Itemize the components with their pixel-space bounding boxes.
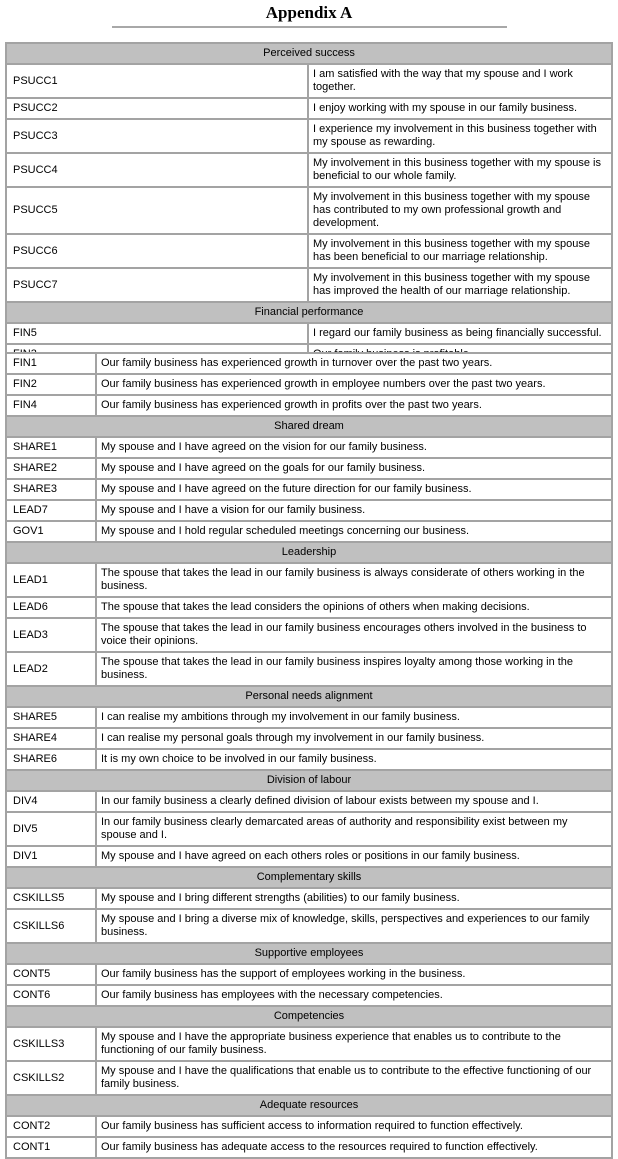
item-statement: My spouse and I have a vision for our family business.: [97, 499, 611, 520]
section-heading: Competencies: [7, 1005, 611, 1026]
table-row: [7, 790, 611, 811]
item-statement: My involvement in this business together with my spouse is beneficial to our whole family.: [309, 152, 611, 186]
table-row: [7, 963, 611, 984]
item-statement: My spouse and I hold regular scheduled meetings concerning our business.: [97, 520, 611, 541]
item-code: PSUCC7: [7, 267, 309, 301]
item-statement: Our family business has experienced growth in turnover over the past two years.: [97, 354, 611, 373]
table-row: [7, 562, 611, 596]
section-heading: Financial performance: [7, 301, 611, 322]
section-header-row: [7, 1094, 611, 1115]
section-header-row: [7, 301, 611, 322]
item-statement: The spouse that takes the lead in our family business encourages others involved in the business to voice their opinions.: [97, 617, 611, 651]
item-statement: My spouse and I have the qualifications that enable us to contribute to the effective functioning of our family business.: [97, 1060, 611, 1094]
section-heading: Personal needs alignment: [7, 685, 611, 706]
item-code: SHARE2: [7, 457, 97, 478]
item-code: PSUCC2: [7, 97, 309, 118]
section-header-row: [7, 942, 611, 963]
table-row: [7, 478, 611, 499]
item-code: CSKILLS3: [7, 1026, 97, 1060]
item-code: CSKILLS2: [7, 1060, 97, 1094]
table-row: [7, 233, 611, 267]
item-statement: I regard our family business as being financially successful.: [309, 322, 611, 343]
section-heading: Leadership: [7, 541, 611, 562]
table-row: [7, 152, 611, 186]
table-row: [7, 596, 611, 617]
item-statement: It is my own choice to be involved in our family business.: [97, 748, 611, 769]
item-statement: Our family business has the support of employees working in the business.: [97, 963, 611, 984]
item-statement: I am satisfied with the way that my spouse and I work together.: [309, 63, 611, 97]
section-heading: Perceived success: [7, 44, 611, 63]
table-row: [7, 457, 611, 478]
section-heading: Supportive employees: [7, 942, 611, 963]
item-statement: My spouse and I have the appropriate business experience that enables us to contribute to the functioning of our family business.: [97, 1026, 611, 1060]
item-statement: In our family business a clearly defined division of labour exists between my spouse and I.: [97, 790, 611, 811]
item-statement: Our family business has sufficient access to information required to function effectively.: [97, 1115, 611, 1136]
section-heading: Complementary skills: [7, 866, 611, 887]
item-code: GOV1: [7, 520, 97, 541]
item-statement: The spouse that takes the lead in our family business is always considerate of others working in the business.: [97, 562, 611, 596]
table-row: [7, 436, 611, 457]
item-code: PSUCC1: [7, 63, 309, 97]
item-code: PSUCC6: [7, 233, 309, 267]
table-row: [7, 811, 611, 845]
item-statement: I experience my involvement in this business together with my spouse as rewarding.: [309, 118, 611, 152]
section-heading: Shared dream: [7, 415, 611, 436]
section-heading: Division of labour: [7, 769, 611, 790]
item-code: DIV5: [7, 811, 97, 845]
item-statement: The spouse that takes the lead in our family business inspires loyalty among those working in the business.: [97, 651, 611, 685]
item-statement: Our family business has experienced growth in employee numbers over the past two years.: [97, 373, 611, 394]
table-row: [7, 617, 611, 651]
item-code: LEAD3: [7, 617, 97, 651]
table-row: [7, 1060, 611, 1094]
table-row: [7, 727, 611, 748]
item-code: SHARE4: [7, 727, 97, 748]
table-row: [7, 267, 611, 301]
item-code: SHARE6: [7, 748, 97, 769]
item-code: CONT2: [7, 1115, 97, 1136]
section-header-row: [7, 685, 611, 706]
item-code: LEAD1: [7, 562, 97, 596]
table-row: [7, 1136, 611, 1157]
item-code: CSKILLS6: [7, 908, 97, 942]
item-statement: I enjoy working with my spouse in our family business.: [309, 97, 611, 118]
item-statement: My spouse and I have agreed on the goals for our family business.: [97, 457, 611, 478]
table-row: [7, 97, 611, 118]
item-statement: Our family business has experienced growth in profits over the past two years.: [97, 394, 611, 415]
item-statement: My spouse and I have agreed on each others roles or positions in our family business.: [97, 845, 611, 866]
table-row: [7, 1026, 611, 1060]
section-header-row: [7, 1005, 611, 1026]
title-underline: [112, 26, 507, 28]
item-code: SHARE5: [7, 706, 97, 727]
page-title: Appendix A: [265, 3, 353, 22]
item-code: FIN5: [7, 322, 309, 343]
table-row: [7, 394, 611, 415]
item-statement: Our family business has adequate access to the resources required to function effectively.: [97, 1136, 611, 1157]
item-code: FIN2: [7, 373, 97, 394]
section-header-row: [7, 44, 611, 63]
table-row: [7, 63, 611, 97]
item-code: PSUCC3: [7, 118, 309, 152]
items-table-2: [5, 352, 613, 1159]
item-statement: My involvement in this business together with my spouse has been beneficial to our marriage relationship.: [309, 233, 611, 267]
item-code: FIN4: [7, 394, 97, 415]
section-header-row: [7, 769, 611, 790]
item-code: CONT1: [7, 1136, 97, 1157]
item-statement: My involvement in this business together with my spouse has improved the health of our marriage relationship.: [309, 267, 611, 301]
item-code: DIV4: [7, 790, 97, 811]
item-code: PSUCC5: [7, 186, 309, 233]
table-row: [7, 706, 611, 727]
item-statement: In our family business clearly demarcated areas of authority and responsibility exist between my spouse and I.: [97, 811, 611, 845]
item-code: SHARE1: [7, 436, 97, 457]
table-row: [7, 984, 611, 1005]
section-header-row: [7, 866, 611, 887]
item-code: LEAD2: [7, 651, 97, 685]
item-code: FIN1: [7, 354, 97, 373]
table-row: [7, 186, 611, 233]
section-heading: Adequate resources: [7, 1094, 611, 1115]
item-code: CONT5: [7, 963, 97, 984]
table-row: [7, 651, 611, 685]
item-code: LEAD6: [7, 596, 97, 617]
table-row: [7, 908, 611, 942]
section-header-row: [7, 415, 611, 436]
table-row: [7, 845, 611, 866]
item-statement: My spouse and I bring a diverse mix of knowledge, skills, perspectives and experiences to our family business.: [97, 908, 611, 942]
item-code: LEAD7: [7, 499, 97, 520]
item-code: CSKILLS5: [7, 887, 97, 908]
table-row: [7, 118, 611, 152]
table-row: [7, 1115, 611, 1136]
table-row: [7, 373, 611, 394]
item-statement: My spouse and I bring different strengths (abilities) to our family business.: [97, 887, 611, 908]
item-statement: The spouse that takes the lead considers the opinions of others when making decisions.: [97, 596, 611, 617]
item-statement: I can realise my ambitions through my involvement in our family business.: [97, 706, 611, 727]
item-code: CONT6: [7, 984, 97, 1005]
item-statement: My spouse and I have agreed on the future direction for our family business.: [97, 478, 611, 499]
table-row: [7, 748, 611, 769]
item-code: DIV1: [7, 845, 97, 866]
item-statement: My spouse and I have agreed on the vision for our family business.: [97, 436, 611, 457]
table-row: [7, 499, 611, 520]
table-row: [7, 887, 611, 908]
table-row: [7, 322, 611, 343]
table-row: [7, 354, 611, 373]
item-code: SHARE3: [7, 478, 97, 499]
section-header-row: [7, 541, 611, 562]
item-statement: Our family business has employees with the necessary competencies.: [97, 984, 611, 1005]
item-code: PSUCC4: [7, 152, 309, 186]
item-statement: I can realise my personal goals through my involvement in our family business.: [97, 727, 611, 748]
table-row: [7, 520, 611, 541]
item-statement: My involvement in this business together with my spouse has contributed to my own professional growth and development.: [309, 186, 611, 233]
